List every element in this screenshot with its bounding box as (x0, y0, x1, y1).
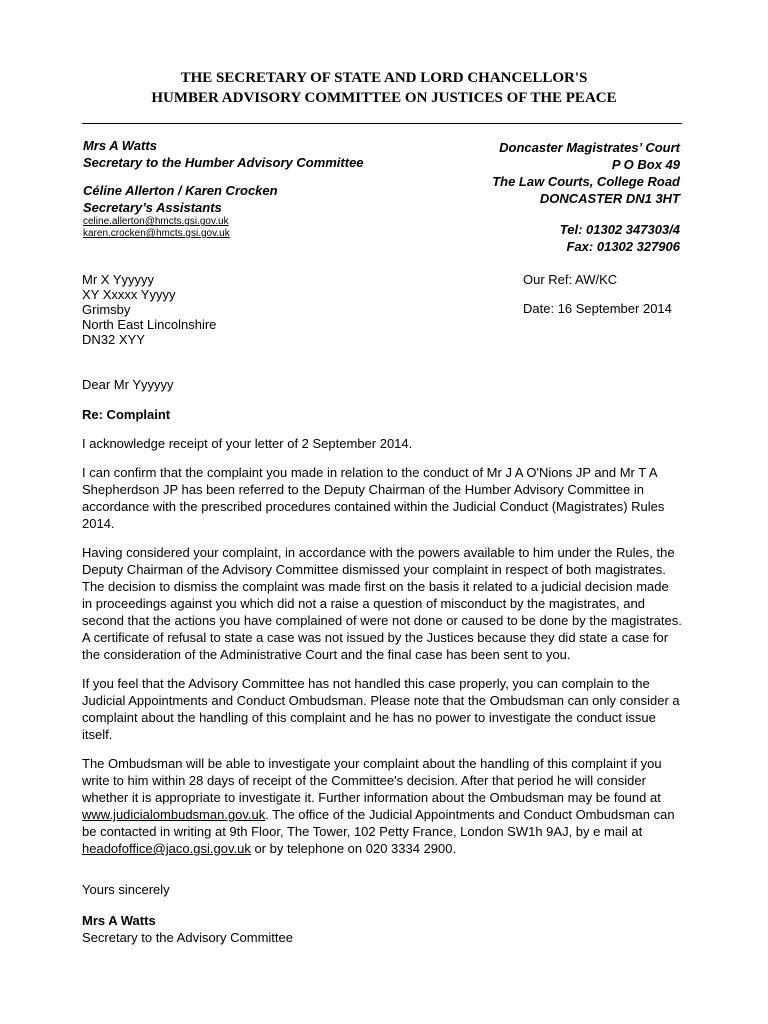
letter-body (82, 376, 682, 946)
paragraph-ombudsman: If you feel that the Advisory Committee has not handled this case properly, you can complain to the Judicial Appointments and Conduct Ombudsman. Please note that the Ombudsman can only consider a complaint about the handling of this complaint and he has no power to investigate the conduct issue itself. (82, 676, 680, 742)
letterhead (0, 68, 768, 108)
our-reference: Our Ref: AW/KC (523, 272, 618, 287)
court-fax: Fax: 01302 327906 (566, 239, 680, 254)
closing: Yours sincerely (82, 882, 170, 897)
court-name: Doncaster Magistrates’ Court (499, 140, 680, 155)
letterhead-line-2: HUMBER ADVISORY COMMITTEE ON JUSTICES OF THE PEACE (151, 90, 617, 106)
header-divider (82, 123, 682, 124)
assistants-names: Céline Allerton / Karen Crocken (83, 183, 278, 198)
email-link-celine[interactable]: celine.allerton@hmcts.gsi.gov.uk (83, 216, 229, 227)
sender-name: Mrs A Watts (83, 138, 157, 153)
recipient-line-2: Grimsby (82, 302, 131, 317)
paragraph-referral: I can confirm that the complaint you made in relation to the conduct of Mr J A O'Nions JP and Mr T A Shepherdson JP has been referred to the Deputy Chairman of the Humber Advisory Committee in accordance with the prescribed procedures contained within the Judicial Conduct (Magistrates) Rules 2014. (82, 465, 665, 531)
reference-block (523, 272, 723, 316)
court-po-box: P O Box 49 (611, 157, 680, 172)
paragraph-contact (82, 755, 682, 857)
court-city: DONCASTER DN1 3HT (539, 191, 680, 206)
letterhead-line-1: THE SECRETARY OF STATE AND LORD CHANCELLOR'S (180, 70, 588, 86)
subject-line: Re: Complaint (82, 407, 171, 422)
letter-date: Date: 16 September 2014 (523, 301, 672, 316)
assistants-title: Secretary’s Assistants (83, 200, 222, 215)
sender-block (83, 137, 423, 240)
recipient-address (82, 272, 382, 347)
recipient-line-1: XY Xxxxx Yyyyy (82, 287, 176, 302)
ombudsman-website-link[interactable]: www.judicialombudsman.gov.uk (82, 807, 266, 822)
paragraph-acknowledgement: I acknowledge receipt of your letter of 2 September 2014. (82, 436, 413, 451)
contact-text-2: . The office of the Judicial Appointments and Conduct Ombudsman can be contacted in writing at 9th Floor, The Tower, 102 Petty France, London SW1h 9AJ, by e mail at (82, 807, 675, 839)
sender-title: Secretary to the Humber Advisory Committee (83, 155, 364, 170)
court-street: The Law Courts, College Road (492, 174, 680, 189)
recipient-line-3: North East Lincolnshire (82, 317, 217, 332)
signature-name: Mrs A Watts (82, 913, 156, 928)
email-link-karen[interactable]: karen.crocken@hmcts.gsi.gov.uk (83, 228, 230, 239)
contact-text-3: or by telephone on 020 3334 2900. (250, 841, 457, 856)
contact-text-1: The Ombudsman will be able to investigate your complaint about the handling of this complaint if you write to him within 28 days of receipt of the Committee's decision. After that period he will consider whether it is appropriate to investigate it. Further information about the Ombudsman may be found at (82, 756, 662, 805)
recipient-name: Mr X Yyyyyy (82, 272, 154, 287)
paragraph-decision: Having considered your complaint, in accordance with the powers available to him under the Rules, the Deputy Chairman of the Advisory Committee dismissed your complaint in respect of both magistrates. The decision to dismiss the complaint was made first on the basis it related to a judicial decision made in proceedings against you which did not a raise a question of misconduct by the magistrates, and second that the actions you have complained of were not done or caused to be done by the magistrates. A certificate of refusal to state a case was not issued by the Justices because they did state a case for the consideration of the Administrative Court and the final case has been sent to you. (82, 545, 682, 662)
recipient-postcode: DN32 XYY (82, 332, 145, 347)
ombudsman-email-link[interactable]: headofoffice@jaco.gsi.gov.uk (82, 841, 251, 856)
signature-title: Secretary to the Advisory Committee (82, 930, 293, 945)
salutation: Dear Mr Yyyyyy (82, 377, 174, 392)
court-telephone: Tel: 01302 347303/4 (559, 222, 680, 237)
court-address-block (400, 139, 680, 255)
